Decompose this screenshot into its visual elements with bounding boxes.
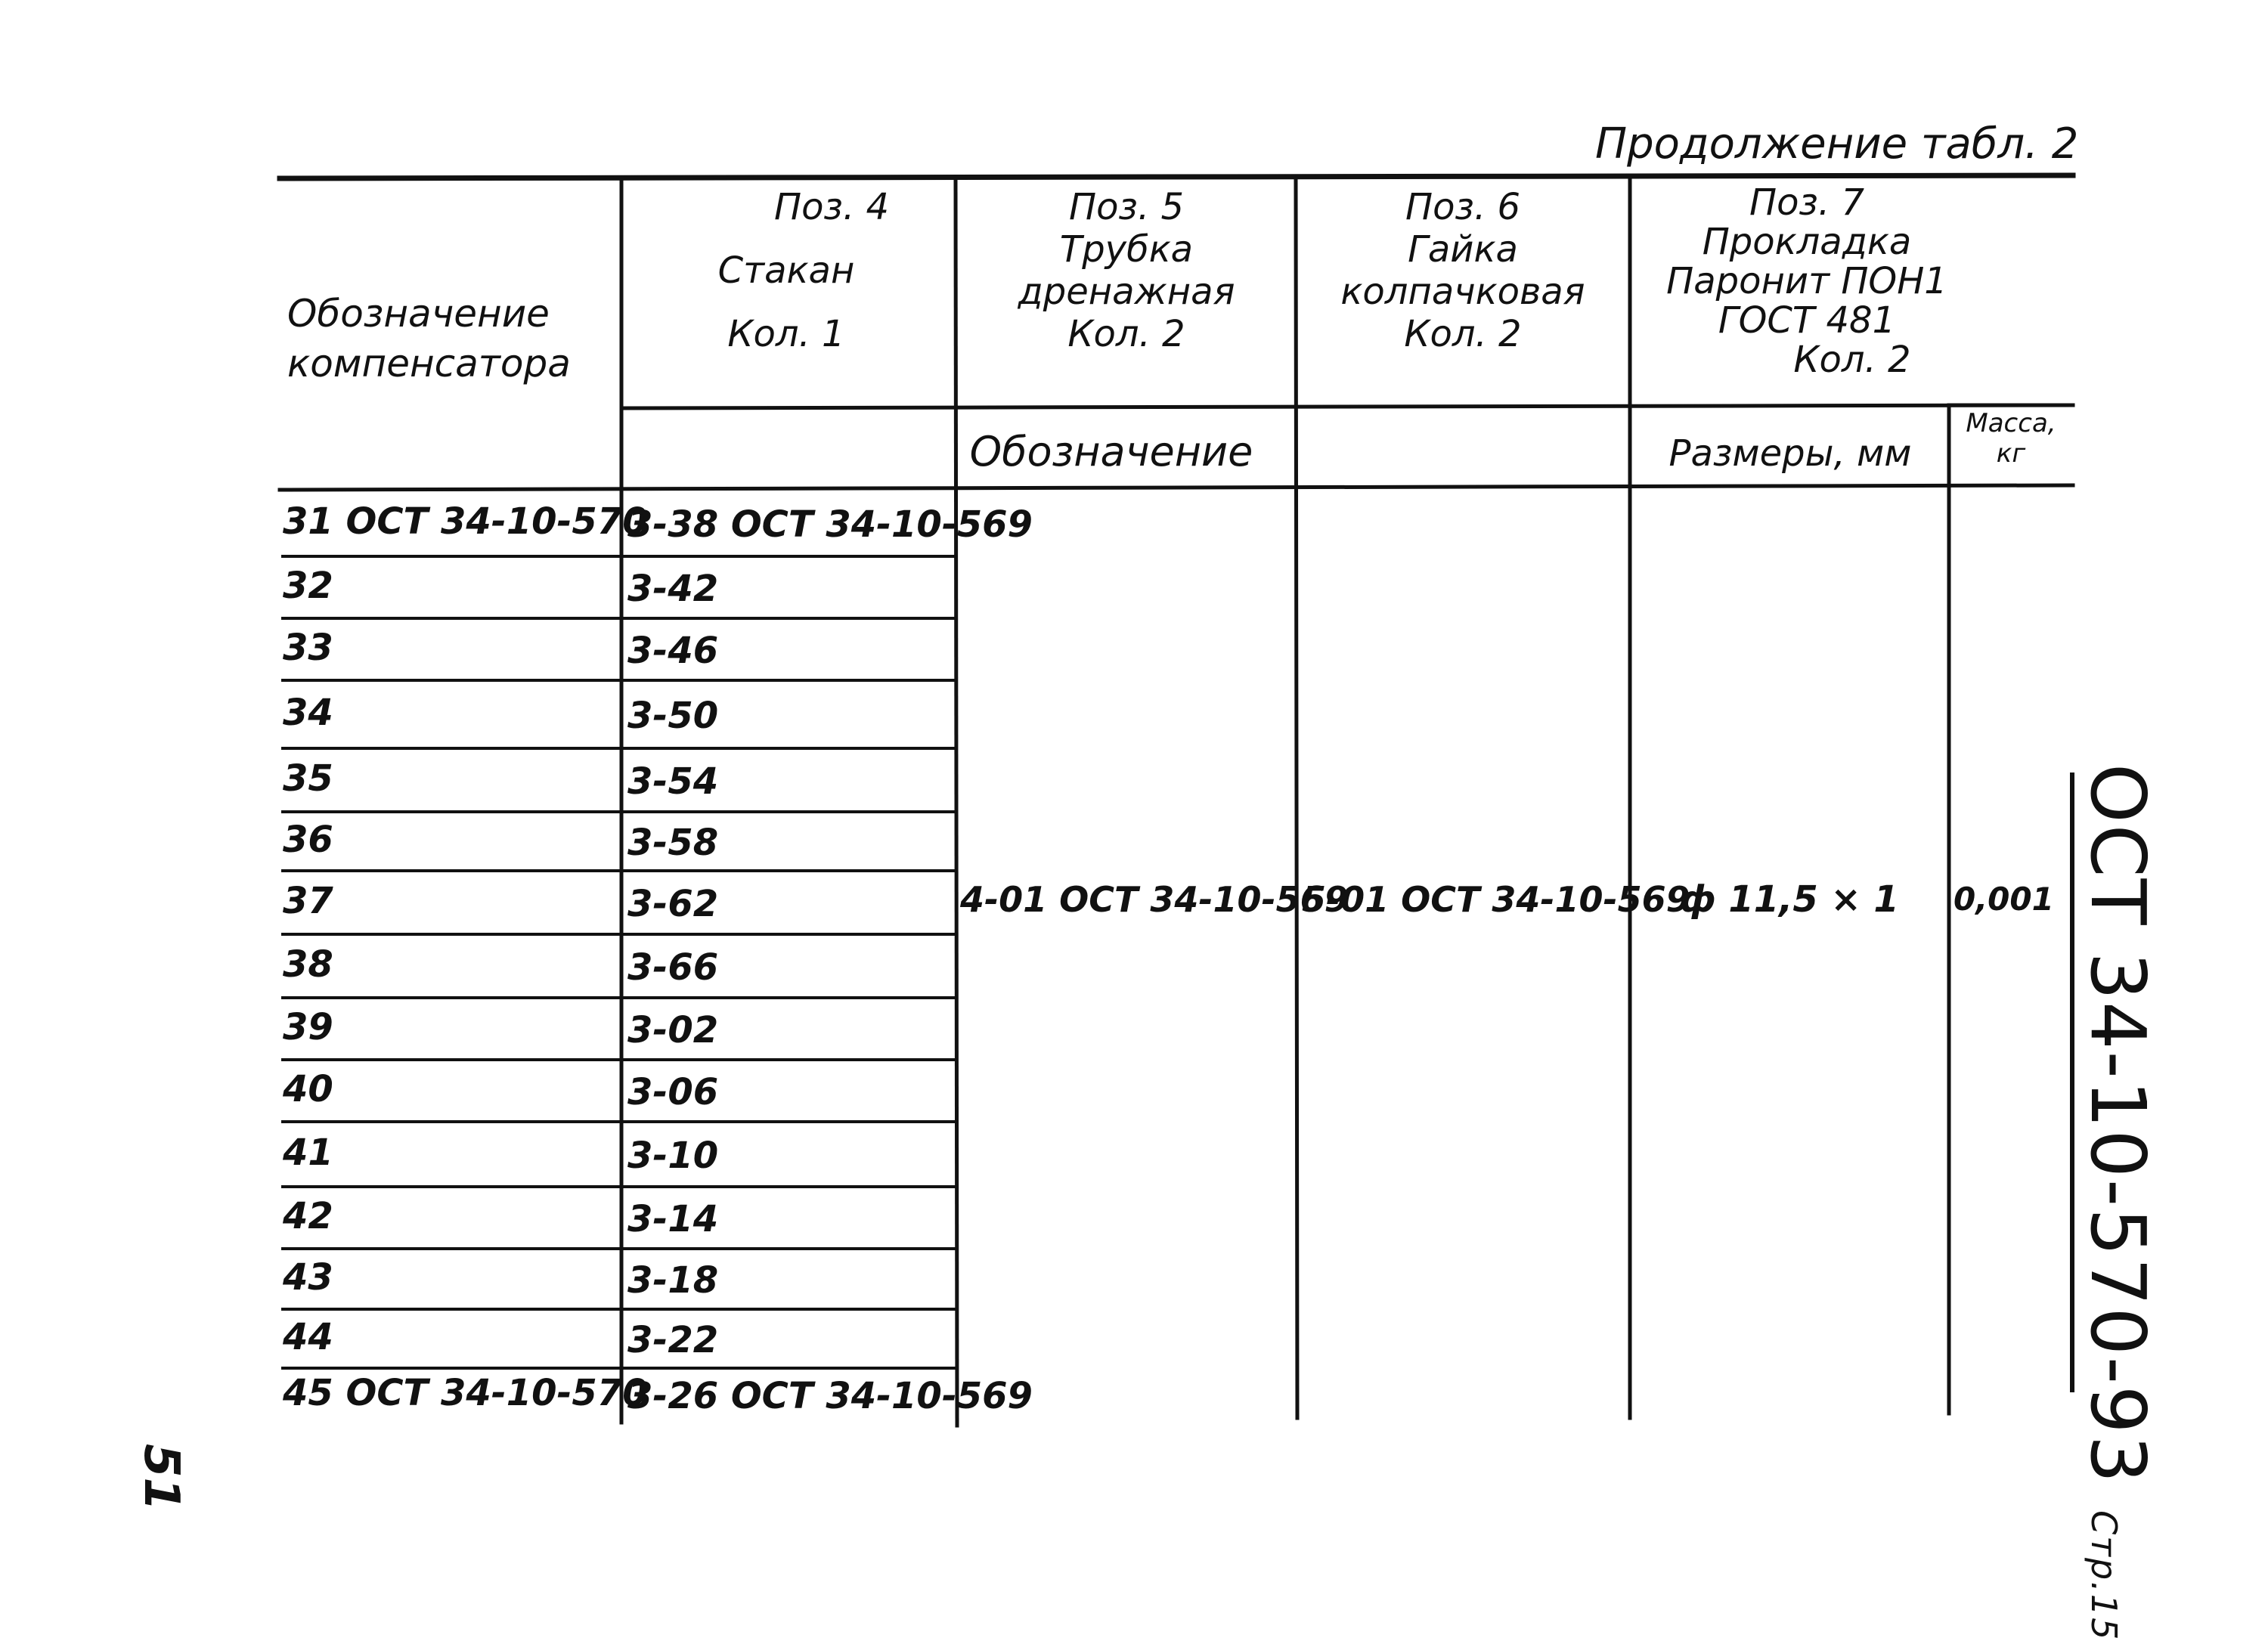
pos4-designation: 3-22 [627,1319,719,1361]
pos4-designation: 3-14 [627,1198,719,1240]
header-sub-rule [621,405,2073,408]
compensator-designation: 37 [283,880,333,922]
page-label: Стр.15 [2084,1510,2124,1641]
page-number: 51 [133,1444,189,1512]
header-pos4 [635,186,937,355]
pos4-designation: 3-62 [627,883,719,925]
pos4-designation: 3-06 [627,1071,719,1113]
compensator-designation: 40 [283,1068,333,1110]
header-pos7-title: Поз. 7 [1749,181,1865,224]
header-pos5-title: Поз. 5 [1068,186,1185,228]
compensator-designation: 39 [283,1006,333,1048]
document-number: ОСТ 34-10-570-93 [2074,763,2162,1485]
compensator-designation: 43 [283,1256,333,1299]
header-sub-mass: Масса, кг [1966,408,2056,469]
pos4-designation: 3-02 [627,1009,719,1051]
compensator-designation: 38 [283,943,333,986]
header-pos4-qty: Кол. 1 [727,313,845,355]
header-pos6-qty: Кол. 2 [1404,313,1522,355]
compensator-designation: 44 [283,1316,333,1358]
compensator-designation: 35 [283,757,333,800]
header-pos5-qty: Кол. 2 [1067,313,1185,355]
pos7-common-mass: 0,001 [1954,881,2054,918]
pos4-designation: 3-58 [627,822,719,864]
pos4-designation: 3-10 [627,1135,719,1177]
document-stamp [2074,763,2162,1641]
header-compensator-designation: Обозначение компенсатора [287,292,571,385]
pos4-designation: 3-38 ОСТ 34-10-569 [627,503,1033,546]
pos5-common-designation: 4-01 ОСТ 34-10-569 [960,879,1349,920]
compensator-designation: 33 [283,627,333,669]
header-pos5 [968,186,1285,355]
pos4-designation: 3-42 [627,568,719,610]
top-rule [280,175,2073,178]
header-bottom-rule [280,485,2073,490]
pos6-common-designation: 5-01 ОСТ 34-10-569 [1302,879,1690,920]
header-pos7-name: Прокладка Паронит ПОН1 ГОСТ 481 [1666,221,1947,342]
col-divider-3 [1296,180,1297,1418]
pos4-designation: 3-26 ОСТ 34-10-569 [627,1375,1033,1417]
pos4-designation: 3-66 [627,946,719,989]
compensator-designation: 41 [283,1132,333,1174]
header-pos6-name: Гайка колпачковая [1340,228,1585,313]
compensator-designation: 45 ОСТ 34-10-570 [283,1372,648,1414]
header-pos6 [1308,186,1618,355]
compensator-designation: 34 [283,692,333,734]
compensator-designation: 31 ОСТ 34-10-570 [283,500,648,543]
col-divider-2 [956,180,957,1426]
pos7-common-size: ф 11,5 × 1 [1680,878,1899,921]
compensator-designation: 36 [283,819,333,861]
pos4-designation: 3-46 [627,630,719,672]
header-pos4-name: Стакан [717,249,855,292]
header-pos7 [1641,183,1973,379]
compensator-designation: 32 [283,565,333,607]
pos4-designation: 3-54 [627,760,719,803]
header-pos7-qty: Кол. 2 [1793,339,1911,381]
header-pos4-title: Поз. 4 [773,186,890,228]
header-sub-sizes: Размеры, мм [1668,432,1912,475]
pos4-designation: 3-50 [627,695,719,737]
header-pos6-title: Поз. 6 [1405,186,1521,228]
compensator-designation: 42 [283,1195,333,1237]
table-continuation-caption: Продолжение табл. 2 [1595,119,2079,169]
header-sub-designation: Обозначение [969,428,1253,475]
pos4-designation: 3-18 [627,1259,719,1302]
header-pos5-name: Трубка дренажная [1018,228,1235,313]
